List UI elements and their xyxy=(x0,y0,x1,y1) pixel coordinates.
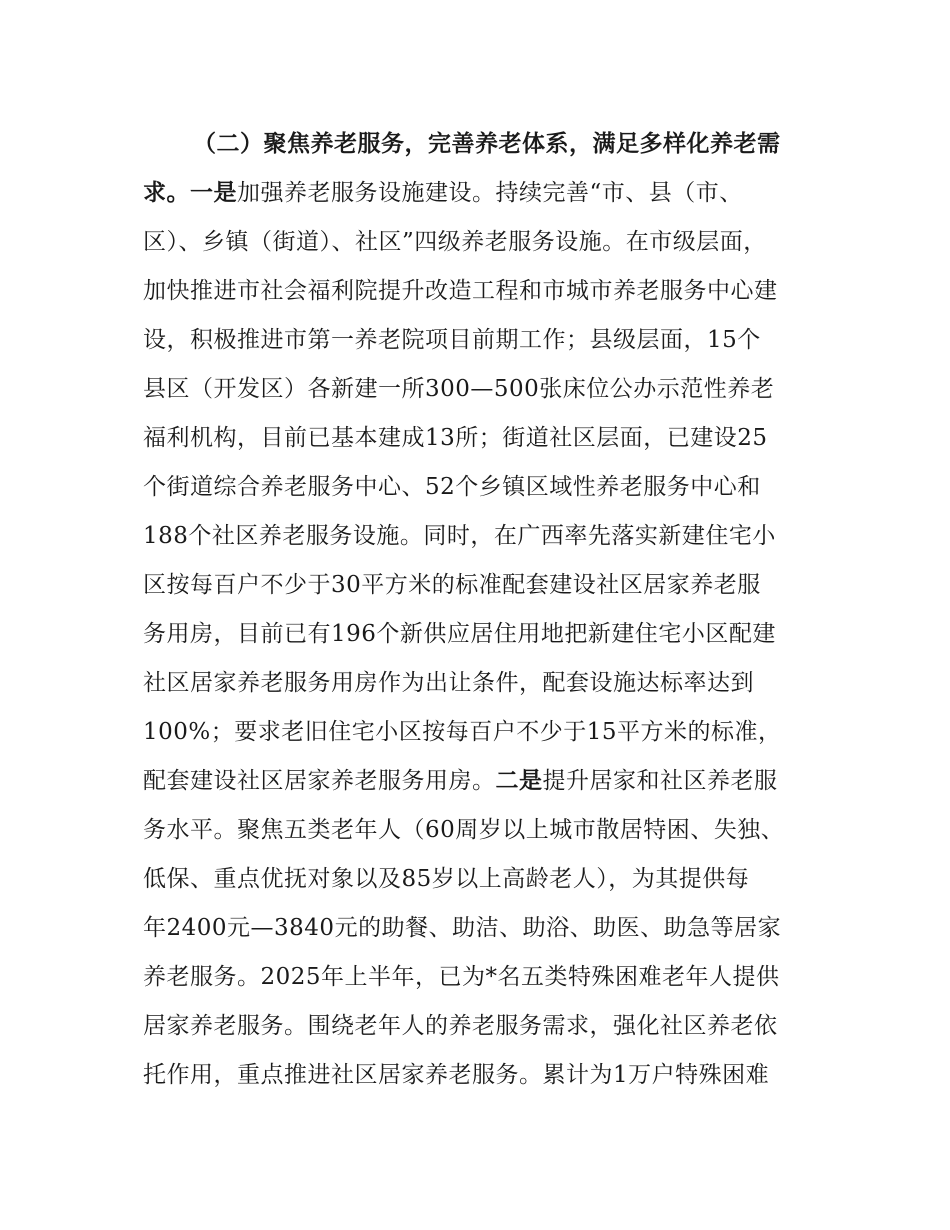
paragraph-line-11: 务用房，目前已有196个新供应居住用地把新建住宅小区配建 xyxy=(143,621,776,647)
paragraph-line-8: 个街道综合养老服务中心、52个乡镇区域性养老服务中心和 xyxy=(143,474,761,500)
paragraph-line-7: 福利机构，目前已基本建成13所；街道社区层面，已建设25 xyxy=(143,425,768,451)
paragraph-line-1: （二）聚焦养老服务，完善养老体系，满足多样化养老需 xyxy=(193,131,781,157)
bold-lead-1: 求。一是 xyxy=(143,180,237,206)
paragraph-line-19: 居家养老服务。围绕老年人的养老服务需求，强化社区养老依 xyxy=(143,1013,778,1039)
paragraph-line-20: 托作用，重点推进社区居家养老服务。累计为1万户特殊困难 xyxy=(143,1062,770,1088)
body-paragraph xyxy=(143,120,813,1100)
paragraph-line-3: 区）、乡镇（街道）、社区”四级养老服务设施。在市级层面， xyxy=(143,229,767,255)
paragraph-line-10: 区按每百户不少于30平方米的标准配套建设社区居家养老服 xyxy=(143,572,761,598)
paragraph-line-16: 低保、重点优抚对象以及85岁以上高龄老人），为其提供每 xyxy=(143,866,750,892)
paragraph-line-17: 年2400元—3840元的助餐、助洁、助浴、助医、助急等居家 xyxy=(143,915,782,941)
paragraph-line-15: 务水平。聚焦五类老年人（60周岁以上城市散居特困、失独、 xyxy=(143,817,785,843)
line-14-text-a: 配套建设社区居家养老服务用房。 xyxy=(143,768,496,794)
paragraph-line-12: 社区居家养老服务用房作为出让条件，配套设施达标率达到 xyxy=(143,670,754,696)
paragraph-line-6: 县区（开发区）各新建一所300—500张床位公办示范性养老 xyxy=(143,376,775,402)
paragraph-line-18: 养老服务。2025年上半年，已为*名五类特殊困难老年人提供 xyxy=(143,964,780,990)
paragraph-line-4: 加快推进市社会福利院提升改造工程和市城市养老服务中心建 xyxy=(143,278,778,304)
paragraph-line-14 xyxy=(143,757,813,806)
line-14-text-b: 提升居家和社区养老服 xyxy=(542,768,778,794)
line-2-text: 加强养老服务设施建设。持续完善“市、县（市、 xyxy=(237,180,743,206)
paragraph-line-5: 设，积极推进市第一养老院项目前期工作；县级层面，15个 xyxy=(143,327,761,353)
bold-lead-2: 二是 xyxy=(495,768,543,794)
paragraph-line-13: 100%；要求老旧住宅小区按每百户不少于15平方米的标准， xyxy=(143,719,782,745)
paragraph-line-2 xyxy=(143,169,813,218)
paragraph-line-9: 188个社区养老服务设施。同时，在广西率先落实新建住宅小 xyxy=(143,523,776,549)
